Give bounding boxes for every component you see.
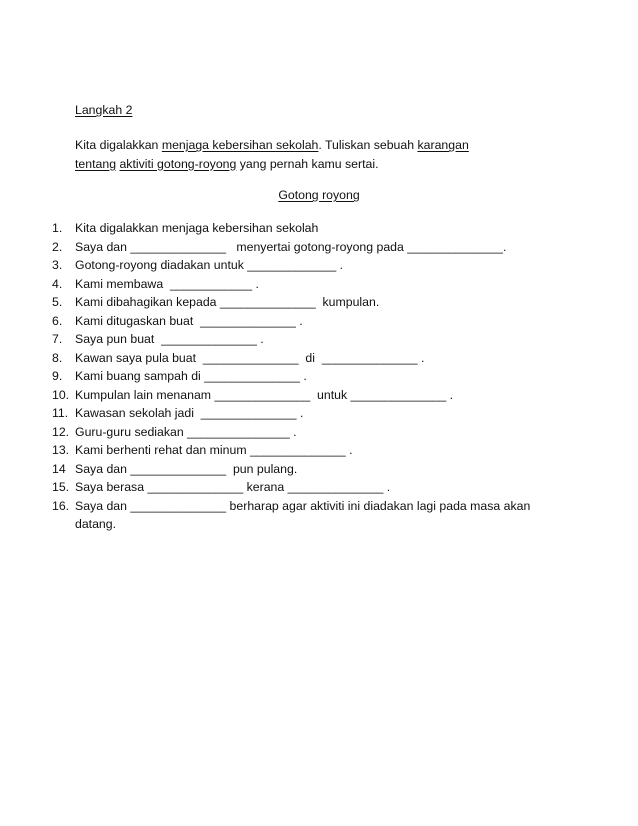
item-text: Saya dan ______________ pun pulang.	[75, 461, 298, 476]
item-number: 14	[52, 461, 66, 476]
list-item	[52, 293, 572, 312]
instruction-link-essay[interactable]: karangan	[417, 138, 469, 152]
list-item	[52, 367, 572, 386]
instruction-link-cleanliness[interactable]: menjaga kebersihan sekolah	[161, 138, 319, 152]
list-item	[52, 386, 572, 405]
instruction-link-activity[interactable]: aktiviti gotong-royong	[119, 156, 237, 171]
item-number: 1.	[52, 221, 63, 235]
item-text: Kami ditugaskan buat ______________ .	[75, 313, 303, 328]
item-number: 15.	[52, 480, 70, 494]
list-item	[52, 219, 572, 238]
step-heading: Langkah 2	[75, 103, 133, 117]
item-text: Gotong-royong diadakan untuk _____________ .	[75, 258, 344, 272]
item-number: 3.	[52, 258, 63, 272]
item-text: Kawan saya pula buat ______________ di ______________ .	[75, 350, 425, 365]
item-number: 13.	[52, 443, 70, 457]
list-item	[52, 312, 572, 331]
list-item	[52, 460, 572, 479]
item-number: 4.	[52, 276, 63, 291]
list-item	[52, 404, 572, 423]
item-text: Saya pun buat ______________ .	[75, 332, 264, 346]
list-item	[52, 275, 572, 294]
instruction-text-4: yang pernah kamu sertai.	[236, 156, 379, 171]
item-text: Kami membawa ____________ .	[75, 276, 259, 291]
item-text: Kami berhenti rehat dan minum ______________ .	[75, 443, 353, 457]
list-item	[52, 256, 572, 275]
item-number: 2.	[52, 239, 63, 254]
item-number: 5.	[52, 295, 63, 309]
sentence-list	[52, 219, 572, 534]
item-text: Kami dibahagikan kepada ______________ kumpulan.	[75, 295, 380, 309]
item-text: Saya dan ______________ menyertai gotong-royong pada ______________.	[75, 239, 507, 254]
instruction-text-1: Kita digalakkan	[75, 138, 162, 152]
list-item	[52, 349, 572, 368]
list-item	[52, 478, 572, 497]
item-text: Kita digalakkan menjaga kebersihan sekolah	[75, 221, 319, 235]
list-item	[52, 423, 572, 442]
item-number: 11.	[52, 406, 69, 420]
item-number: 7.	[52, 332, 63, 346]
item-number: 10.	[52, 387, 70, 402]
item-number: 6.	[52, 313, 63, 328]
essay-title: Gotong royong	[278, 188, 360, 202]
instruction-paragraph	[75, 136, 545, 173]
item-number: 16.	[52, 498, 70, 513]
item-number: 12.	[52, 424, 70, 439]
list-item	[52, 441, 572, 460]
instruction-link-about[interactable]: tentang	[75, 156, 117, 171]
instruction-text-2: . Tuliskan sebuah	[318, 138, 418, 152]
item-text: Guru-guru sediakan _______________ .	[75, 424, 297, 439]
item-text: Kami buang sampah di ______________ .	[75, 369, 307, 383]
list-item	[52, 238, 572, 257]
item-number: 8.	[52, 350, 63, 365]
list-item	[52, 330, 572, 349]
item-number: 9.	[52, 369, 63, 383]
item-text: Saya berasa ______________ kerana ______________ .	[75, 480, 391, 494]
item-text: Saya dan ______________ berharap agar aktiviti ini diadakan lagi pada masa akan datang.	[75, 498, 531, 531]
item-text: Kawasan sekolah jadi ______________ .	[75, 406, 304, 420]
item-text: Kumpulan lain menanam ______________ untuk ______________ .	[75, 387, 454, 402]
list-item	[52, 497, 572, 534]
